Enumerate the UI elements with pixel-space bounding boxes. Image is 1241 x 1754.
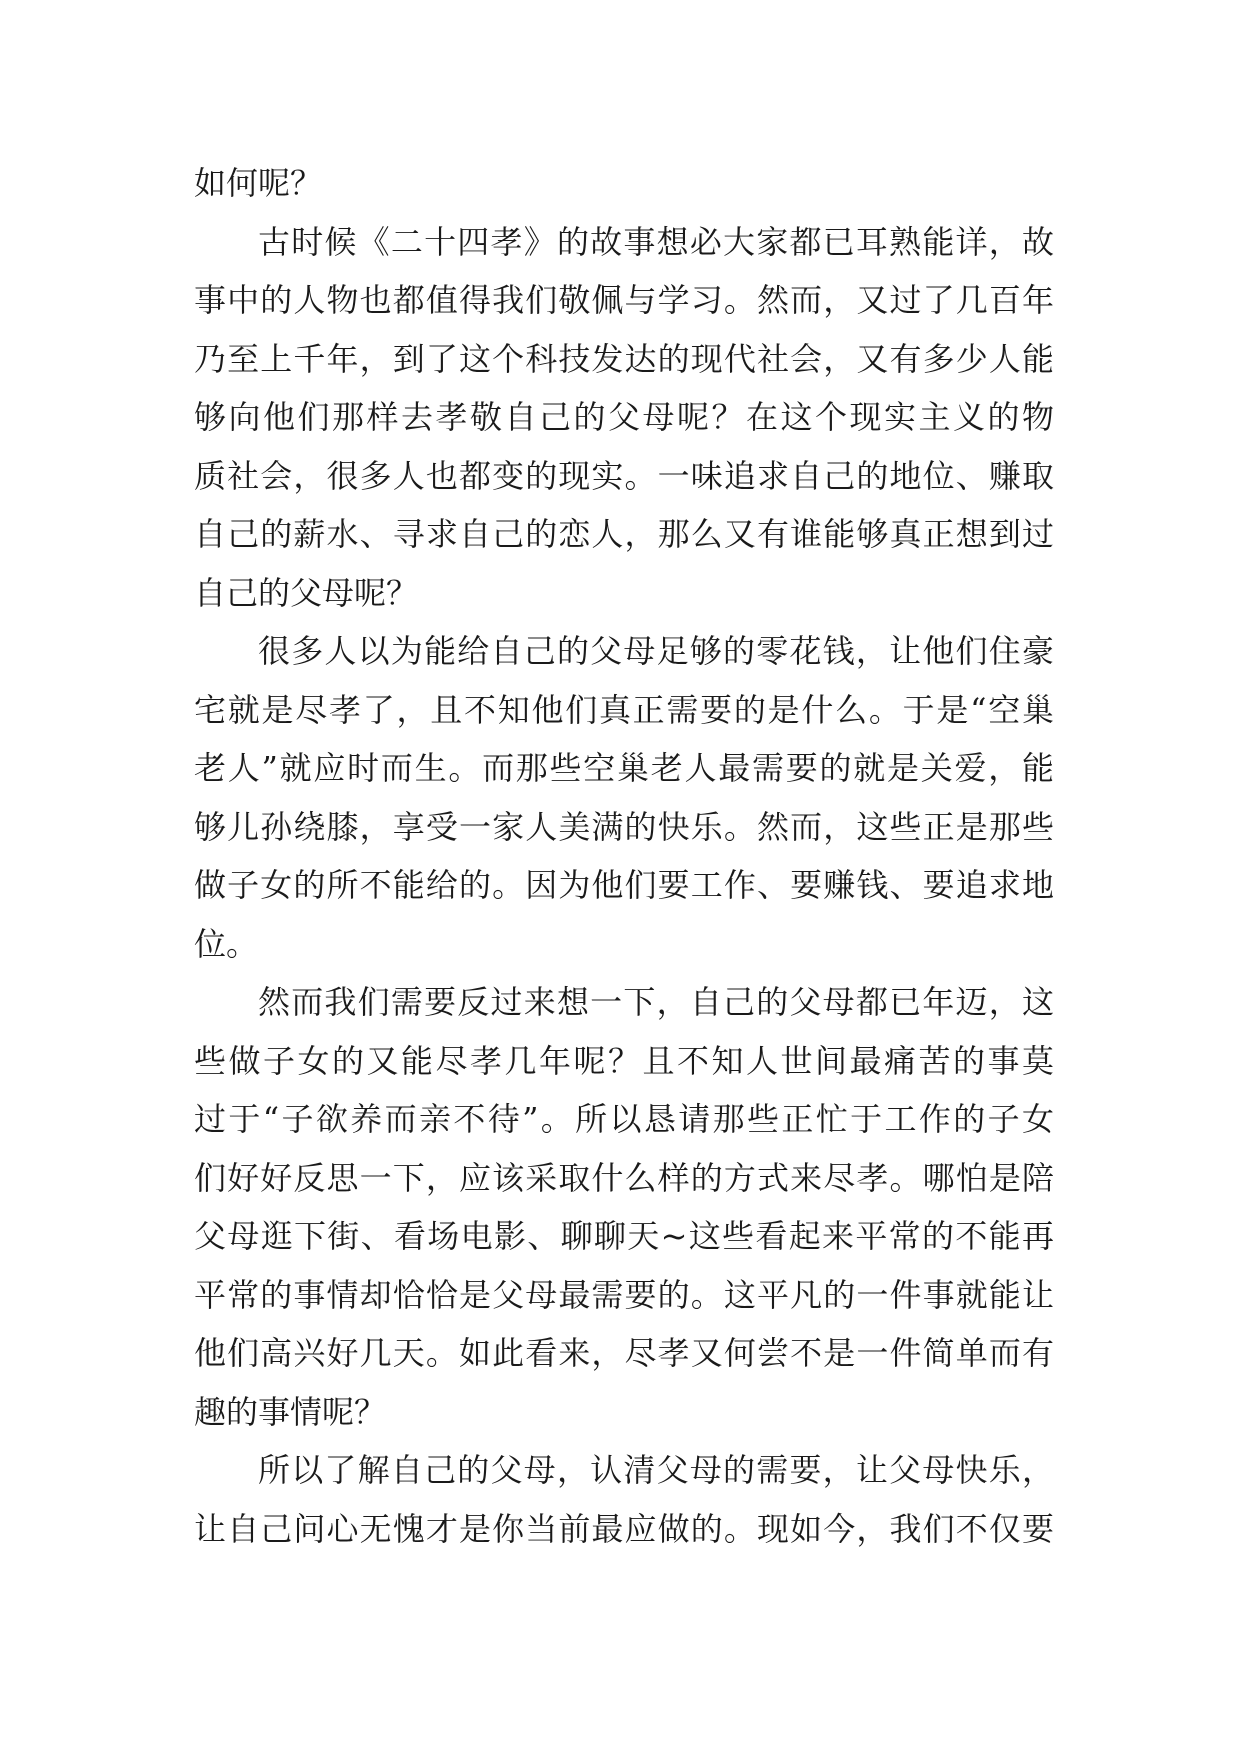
text-line: 父母逛下街、看场电影、聊聊天~这些看起来平常的不能再 [194,1217,1054,1255]
text-line: 让自己问心无愧才是你当前最应做的。现如今，我们不仅要 [194,1509,1054,1548]
text-line: 位。 [194,924,259,963]
text-line: 够儿孙绕膝，享受一家人美满的快乐。然而，这些正是那些 [194,807,1054,846]
text-line: 他们高兴好几天。如此看来，尽孝又何尝不是一件简单而有 [194,1334,1054,1372]
text-line: 平常的事情却恰恰是父母最需要的。这平凡的一件事就能让 [194,1275,1054,1314]
document-body [194,154,1054,1558]
text-line: 够向他们那样去孝敬自己的父母呢？在这个现实主义的物 [194,398,1054,436]
text-line: 如何呢？ [194,164,323,202]
text-line: 自己的父母呢？ [194,573,419,612]
text-line: 事中的人物也都值得我们敬佩与学习。然而，又过了几百年 [194,281,1054,319]
text-line: 过于“子欲养而亲不待”。所以恳请那些正忙于工作的子女 [194,1100,1054,1138]
paragraph-first-line: 所以了解自己的父母，认清父母的需要，让父母快乐， [258,1451,1054,1489]
paragraph-first-line: 古时候《二十四孝》的故事想必大家都已耳熟能详，故 [258,222,1054,261]
text-line: 们好好反思一下，应该采取什么样的方式来尽孝。哪怕是陪 [194,1158,1054,1197]
text-line: 质社会，很多人也都变的现实。一味追求自己的地位、赚取 [194,456,1054,495]
text-line: 趣的事情呢？ [194,1392,387,1431]
text-line: 自己的薪水、寻求自己的恋人，那么又有谁能够真正想到过 [194,515,1054,553]
paragraph-first-line: 很多人以为能给自己的父母足够的零花钱，让他们住豪 [258,632,1054,670]
text-line: 宅就是尽孝了，且不知他们真正需要的是什么。于是“空巢 [194,690,1054,729]
text-line: 乃至上千年，到了这个科技发达的现代社会，又有多少人能 [194,339,1054,378]
text-line: 做子女的所不能给的。因为他们要工作、要赚钱、要追求地 [194,866,1054,904]
text-line: 些做子女的又能尽孝几年呢？且不知人世间最痛苦的事莫 [194,1041,1054,1080]
text-line: 老人”就应时而生。而那些空巢老人最需要的就是关爱，能 [194,749,1054,787]
paragraph-first-line: 然而我们需要反过来想一下，自己的父母都已年迈，这 [258,983,1054,1021]
